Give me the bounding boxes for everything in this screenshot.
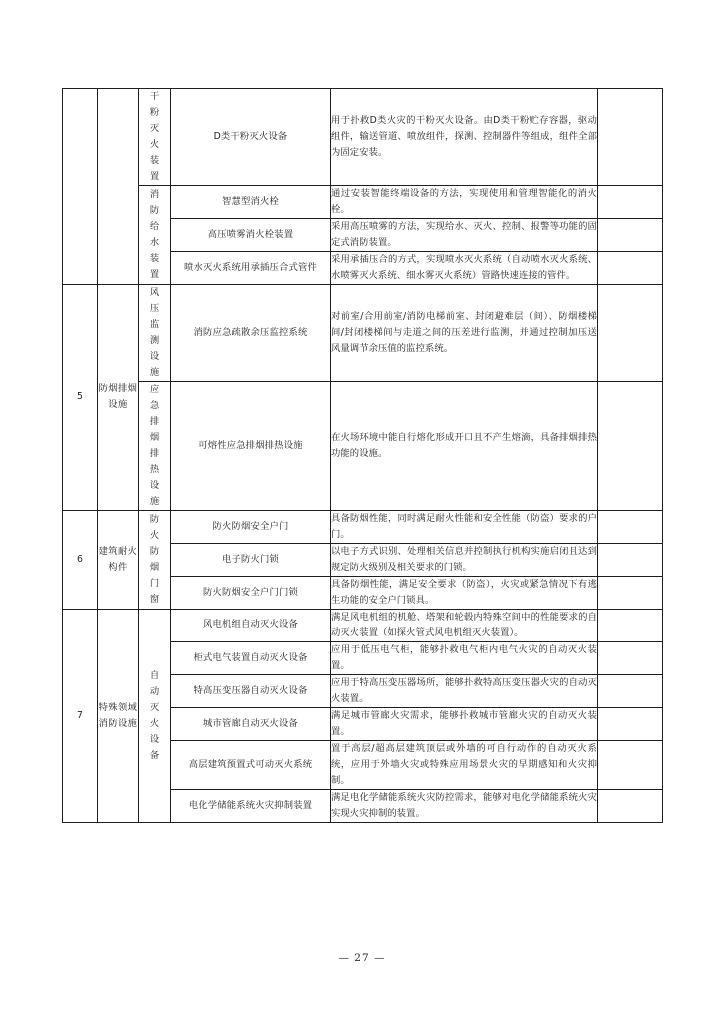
subcategory-vertical-text: 干粉灭火装置	[149, 91, 160, 182]
table-row	[63, 185, 663, 218]
row-name-cell: 消防应急疏散余压监控系统	[171, 284, 331, 381]
subcategory-vertical-text: 应急排烟排热设施	[149, 383, 160, 507]
row-index-cell: 7	[63, 609, 98, 823]
row-description-cell: 采用高压喷雾的方法，实现给水、灭火、控制、报警等功能的固定式消防装置。	[331, 218, 598, 251]
row-description-cell: 满足风电机组的机舱、塔架和轮毂内特殊空间中的性能要求的自动灭火装置（如探火管式风电机组灭火装置）。	[331, 609, 598, 642]
row-remark-cell	[598, 185, 663, 218]
row-remark-cell	[598, 708, 663, 741]
table-row	[63, 89, 663, 186]
row-name-cell: 防火防烟安全户门	[171, 510, 331, 543]
row-remark-cell	[598, 741, 663, 790]
table-row	[63, 381, 663, 510]
row-remark-cell	[598, 543, 663, 576]
row-index-cell: 5	[63, 284, 98, 510]
row-remark-cell	[598, 609, 663, 642]
row-name-cell: 电子防火门锁	[171, 543, 331, 576]
subcategory-vertical-text: 消防给水装置	[149, 188, 160, 280]
row-name-cell: 风电机组自动灭火设备	[171, 609, 331, 642]
row-description-cell: 采用承插压合的方式，实现喷水灭火系统（自动喷水灭火系统、水喷雾灭火系统、细水雾灭火系统）管路快速连接的管件。	[331, 251, 598, 284]
subcategory-vertical-text: 防火防烟门窗	[149, 513, 160, 605]
row-description-cell: 具备防烟性能，同时满足耐火性能和安全性能（防盗）要求的户门。	[331, 510, 598, 543]
page-number: — 27 —	[338, 952, 386, 964]
row-remark-cell	[598, 89, 663, 186]
row-description-cell: 用于扑救D类火灾的干粉灭火设备。由D类干粉贮存容器，驱动组件，输送管道、喷放组件，探测、控制器件等组成，组件全部为固定安装。	[331, 89, 598, 186]
row-remark-cell	[598, 218, 663, 251]
row-name-cell: 城市管廊自动灭火设备	[171, 708, 331, 741]
row-subcategory-cell	[139, 185, 171, 284]
row-subcategory-cell	[139, 510, 171, 609]
row-remark-cell	[598, 510, 663, 543]
table-row	[63, 609, 663, 642]
row-remark-cell	[598, 251, 663, 284]
row-subcategory-cell	[139, 284, 171, 381]
row-description-cell: 满足电化学储能系统火灾防控需求，能够对电化学储能系统火灾实现火灾抑制的装置。	[331, 790, 598, 823]
row-category-cell	[98, 89, 139, 285]
row-description-cell: 对前室/合用前室/消防电梯前室、封闭避难层（间）、防烟楼梯间/封闭楼梯间与走道之间的压差进行监测，并通过控制加压送风量调节余压值的监控系统。	[331, 284, 598, 381]
row-remark-cell	[598, 675, 663, 708]
row-description-cell: 应用于特高压变压器场所，能够扑救特高压变压器火灾的自动灭火装置。	[331, 675, 598, 708]
row-subcategory-cell	[139, 609, 171, 823]
subcategory-vertical-text: 风压监测设施	[149, 286, 160, 378]
table-row	[63, 510, 663, 543]
row-name-cell: D类干粉灭火设备	[171, 89, 331, 186]
row-name-cell: 高层建筑预置式可动灭火系统	[171, 741, 331, 790]
row-name-cell: 特高压变压器自动灭火设备	[171, 675, 331, 708]
row-description-cell: 满足城市管廊火灾需求，能够扑救城市管廊火灾的自动灭火装置。	[331, 708, 598, 741]
row-remark-cell	[598, 284, 663, 381]
row-name-cell: 柜式电气装置自动灭火设备	[171, 642, 331, 675]
row-subcategory-cell	[139, 89, 171, 186]
row-category-cell: 特殊领域消防设施	[98, 609, 139, 823]
fire-equipment-catalog-table	[62, 88, 663, 823]
row-remark-cell	[598, 381, 663, 510]
row-description-cell: 以电子方式识别、处理相关信息并控制执行机构实施启闭且达到规定防火级别及相关要求的门锁。	[331, 543, 598, 576]
row-description-cell: 具备防烟性能，满足安全要求（防盗），火灾或紧急情况下有逃生功能的安全户门锁具。	[331, 576, 598, 609]
row-remark-cell	[598, 576, 663, 609]
table-row	[63, 284, 663, 381]
row-category-cell: 防烟排烟设施	[98, 284, 139, 510]
row-description-cell: 在火场环境中能自行熔化形成开口且不产生熔滴，具备排烟排热功能的设施。	[331, 381, 598, 510]
row-subcategory-cell	[139, 381, 171, 510]
row-name-cell: 防火防烟安全户门门锁	[171, 576, 331, 609]
row-name-cell: 喷水灭火系统用承插压合式管件	[171, 251, 331, 284]
row-name-cell: 可熔性应急排烟排热设施	[171, 381, 331, 510]
row-description-cell: 应用于低压电气柜，能够扑救电气柜内电气火灾的自动灭火装置。	[331, 642, 598, 675]
row-index-cell	[63, 89, 98, 285]
row-remark-cell	[598, 790, 663, 823]
row-name-cell: 高压喷雾消火栓装置	[171, 218, 331, 251]
row-description-cell: 置于高层/超高层建筑顶层或外墙的可自行动作的自动灭火系统，应用于外墙火灾或特殊应用场景火灾的早期感知和火灾抑制。	[331, 741, 598, 790]
subcategory-vertical-text: 自动灭火设备	[149, 669, 160, 761]
row-category-cell: 建筑耐火构件	[98, 510, 139, 609]
row-name-cell: 智慧型消火栓	[171, 185, 331, 218]
row-name-cell: 电化学储能系统火灾抑制装置	[171, 790, 331, 823]
row-description-cell: 通过安装智能终端设备的方法，实现使用和管理智能化的消火栓。	[331, 185, 598, 218]
row-remark-cell	[598, 642, 663, 675]
row-index-cell: 6	[63, 510, 98, 609]
